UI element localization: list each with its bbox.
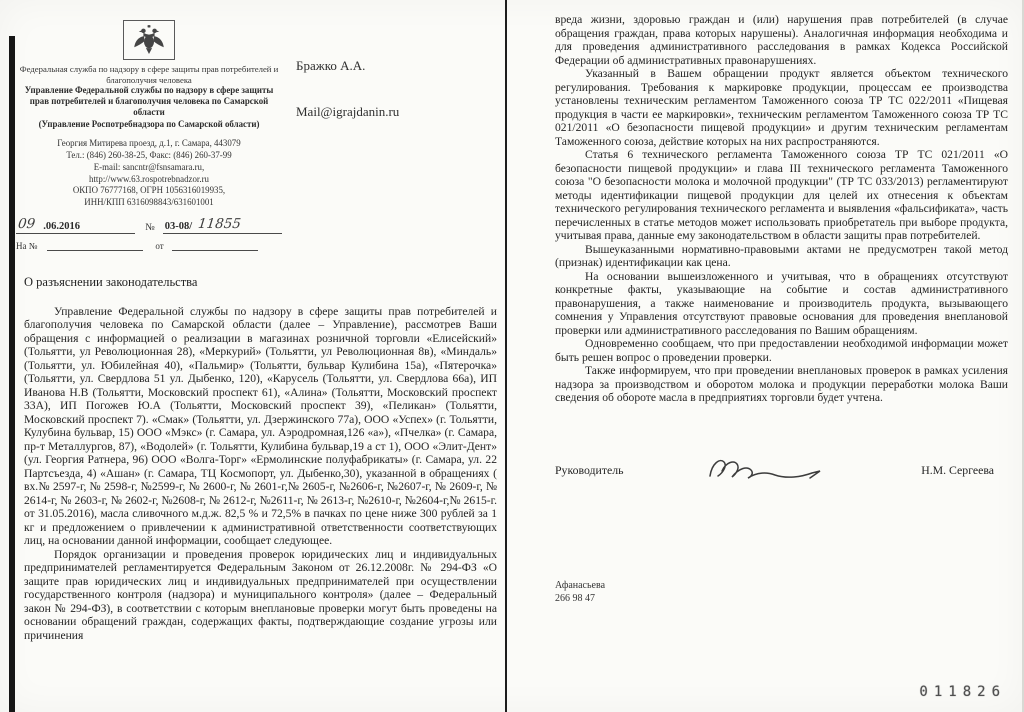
- executor-block: [555, 579, 1008, 606]
- org-contact-line: ОКПО 76777168, ОГРН 1056316019935,: [72, 185, 226, 196]
- page-left: [16, 0, 505, 712]
- signer-title: Руководитель: [555, 463, 624, 477]
- number-sign: №: [145, 221, 155, 233]
- scan-left-edge-shadow: [9, 36, 15, 712]
- paragraph: Указанный в Вашем обращении продукт является объектом технического регулирования. Требования к маркировке продукции, процессам ее производства установлены техническим регламентом Таможенного союза ТР ТС 022/2011 «Пищевая продукция в части ее маркировки», техническим регламентом Таможенного союза ТР ТС 021/2011 «О безопасности пищевой продукции» и другим техническим регламентам Таможенного союза, действие которых на них распространяются.: [555, 67, 1008, 148]
- date-number-row: [16, 216, 282, 234]
- signature-block: [555, 449, 1008, 493]
- outgoing-number-field: [163, 216, 282, 234]
- page-right: [507, 0, 1024, 712]
- left-page-body: [24, 305, 497, 643]
- number-handwritten: 11855: [197, 215, 242, 232]
- org-contact-lines: [16, 138, 282, 209]
- handwritten-signature-icon: [702, 449, 828, 493]
- paragraph: На основании вышеизложенного и учитывая, что в обращениях отсутствуют конкретные факты, указывающие на событие и состав административного правонарушения, а также наименование и производитель продукта, вызывающего сомнения у Управления отсутствуют правовые основания для проведения внеплановой проверки или административного расследования по Вашим обращениям.: [555, 269, 1008, 337]
- paragraph: вреда жизни, здоровью граждан и (или) нарушения прав потребителей (в случае обращения граждан, права которых нарушены). Аналогичная информация необходима и для проведения административного расследования в рамках Кодекса Российской Федерации об административных правонарушениях.: [555, 13, 1008, 67]
- registration-stamp-number: 011826: [919, 684, 1006, 700]
- number-prefix: 03-08/: [164, 220, 193, 232]
- signer-name: Н.М. Сергеева: [921, 463, 994, 477]
- double-headed-eagle-icon: [131, 24, 167, 56]
- org-short-name: (Управление Роспотребнадзора по Самарской области): [38, 119, 260, 130]
- date-field: [16, 216, 135, 234]
- paragraph: Вышеуказанными нормативно-правовыми актами не предусмотрен такой метод (признак) идентификации как цена.: [555, 242, 1008, 269]
- letterhead-org-column: [16, 20, 282, 251]
- org-contact-line: E-mail: sancntr@fsnsamara.ru,: [93, 161, 205, 172]
- reply-from-label: от: [155, 240, 164, 251]
- executor-phone: 266 98 47: [555, 593, 595, 604]
- letterhead: [16, 0, 505, 251]
- date-printed: .06.2016: [43, 220, 80, 232]
- letter-subject: О разъяснении законодательства: [24, 274, 198, 289]
- org-name: Управление Федеральной службы по надзору в сфере защиты прав потребителей и благополучия человека по Самарской области: [24, 85, 274, 118]
- executor-name: Афанасьева: [555, 579, 606, 591]
- coat-of-arms-box: [123, 20, 175, 60]
- paragraph: Одновременно сообщаем, что при предоставлении необходимой информации может быть решен вопрос о проведении проверки.: [555, 337, 1008, 364]
- paragraph: Статья 6 технического регламента Таможенного союза ТР ТС 021/2011 «О безопасности пищевой продукции» и глава III технического регламента Таможенного союза "О безопасности молока и молочной продукции" (ТР ТС 033/2013) регламентируют методы идентификации пищевой продукции для целей их отнесения к объектам технического регулирования технического регламента и выявления «фальсификата», часть перечисленных в статье методов может использовать приобретатель при выборе продукта, учитывая права, данные ему законодательством в области защиты прав потребителей.: [555, 148, 1008, 242]
- date-handwritten: 09: [17, 215, 37, 232]
- org-contact-line: Тел.: (846) 260-38-25, Факс: (846) 260-37-99: [66, 149, 232, 160]
- reply-from-date-blank: [172, 239, 258, 251]
- recipient-email: Mail@igrajdanin.ru: [296, 104, 400, 119]
- org-contact-line: ИНН/КПП 6316098843/631601001: [84, 197, 214, 208]
- paragraph: Также информируем, что при проведении внеплановых проверок в рамках усиления надзора за производством и оборотом молока и продукции переработки молока Ваши сведения об обороте масла в предприятиях торговли будет учтена.: [555, 364, 1008, 404]
- recipient-name: Бражко А.А.: [296, 58, 366, 73]
- paragraph: Порядок организации и проведения проверок юридических лиц и индивидуальных предпринимателей регламентируется Федеральным Законом от 26.12.2008г. № 294-ФЗ «О защите прав юридических лиц и индивидуальных предпринимателей при осуществлении государственного контроля (надзора) и муниципального контроля» (далее – Федеральный закон № 294-ФЗ), в соответствии с которым внеплановые проверки могут быть проведены на основании обращений граждан, содержащих факты, подтверждающие создание угрозы или причинения: [24, 547, 497, 642]
- right-page-body: [555, 13, 1008, 405]
- org-contact-line: http://www.63.rospotrebnadzor.ru: [89, 173, 209, 184]
- reply-to-number-blank: [47, 239, 143, 251]
- recipient-block: [282, 20, 505, 251]
- reply-to-label: На №: [16, 240, 38, 251]
- org-contact-line: Георгия Митирева проезд, д.1, г. Самара, 443079: [57, 138, 241, 149]
- org-parent-name: Федеральная служба по надзору в сфере защиты прав потребителей и благополучия человека: [19, 64, 279, 85]
- paragraph: Управление Федеральной службы по надзору в сфере защиты прав потребителей и благополучия человека по Самарской области (далее – Управление), рассмотрев Ваши обращения с информацией о реализации в магазинах розничной торговли «Елисейский» (Тольятти, ул Революционная 28), «Меркурий» (Тольятти, ул Революционная 8в), «Миндаль» (Тольятти, ул. Юбилейная 40), «Пальмир» (Тольятти, бульвар Кулибина 15а), «Пятерочка» (Тольятти, ул. Свердлова 51 ул. Дыбенко, 120), «Карусель (Тольятти, ул. Свердлова 66а), ИП Иванова Н.В (Тольятти, Московский проспект 61), «Алина» (Тольятти, Московский проспект 33А), ИП Погожев Ю.А (Тольятти, Московский проспект 39), «Пеликан» (Тольятти, Московский проспект 7). «Смак» (Тольятти, ул. Дзержинского 77а), ООО «Успех» (г. Тольятти, Кулубина бульвар, 15) ООО «Мэкс» (г. Самара, ул. Аэродромная,126 «а»), «Пчелка» (г. Самара, пр-т Металлургов, 87), «Водолей» (г. Тольятти, Кулибина бульвар,19 а ст 1), ООО «Элит-Дент» (ул. Георгия Ратнера, 96) ООО «Волга-Торг» «Ермолинские полуфабрикаты» (г. Самара, ул. 22 Партсъезда, 4) «Ашан» (г. Самара, ТЦ Космопорт, ул. Дыбенко,30), указанной в обращениях ( вх.№ 2597-г, № 2598-г, №2599-г, № 2600-г, № 2601-г,№ 2605-г, №2606-г, №2607-г, № 2609-г, № 2614-г, № 2603-г, № 2602-г, №2608-г, № 2612-г, №2611-г, № 2613-г, №2610-г, №2604-г,№ 2615-г. от 31.05.2016), масла сливочного м.д.ж. 82,5 % и 72,5% в пачках по цене ниже 300 рублей за 1 кг и предложением о привлечении к административной ответственности соответствующих лиц, на основании данной информации, сообщает следующее.: [24, 304, 497, 548]
- reply-to-row: [16, 239, 282, 251]
